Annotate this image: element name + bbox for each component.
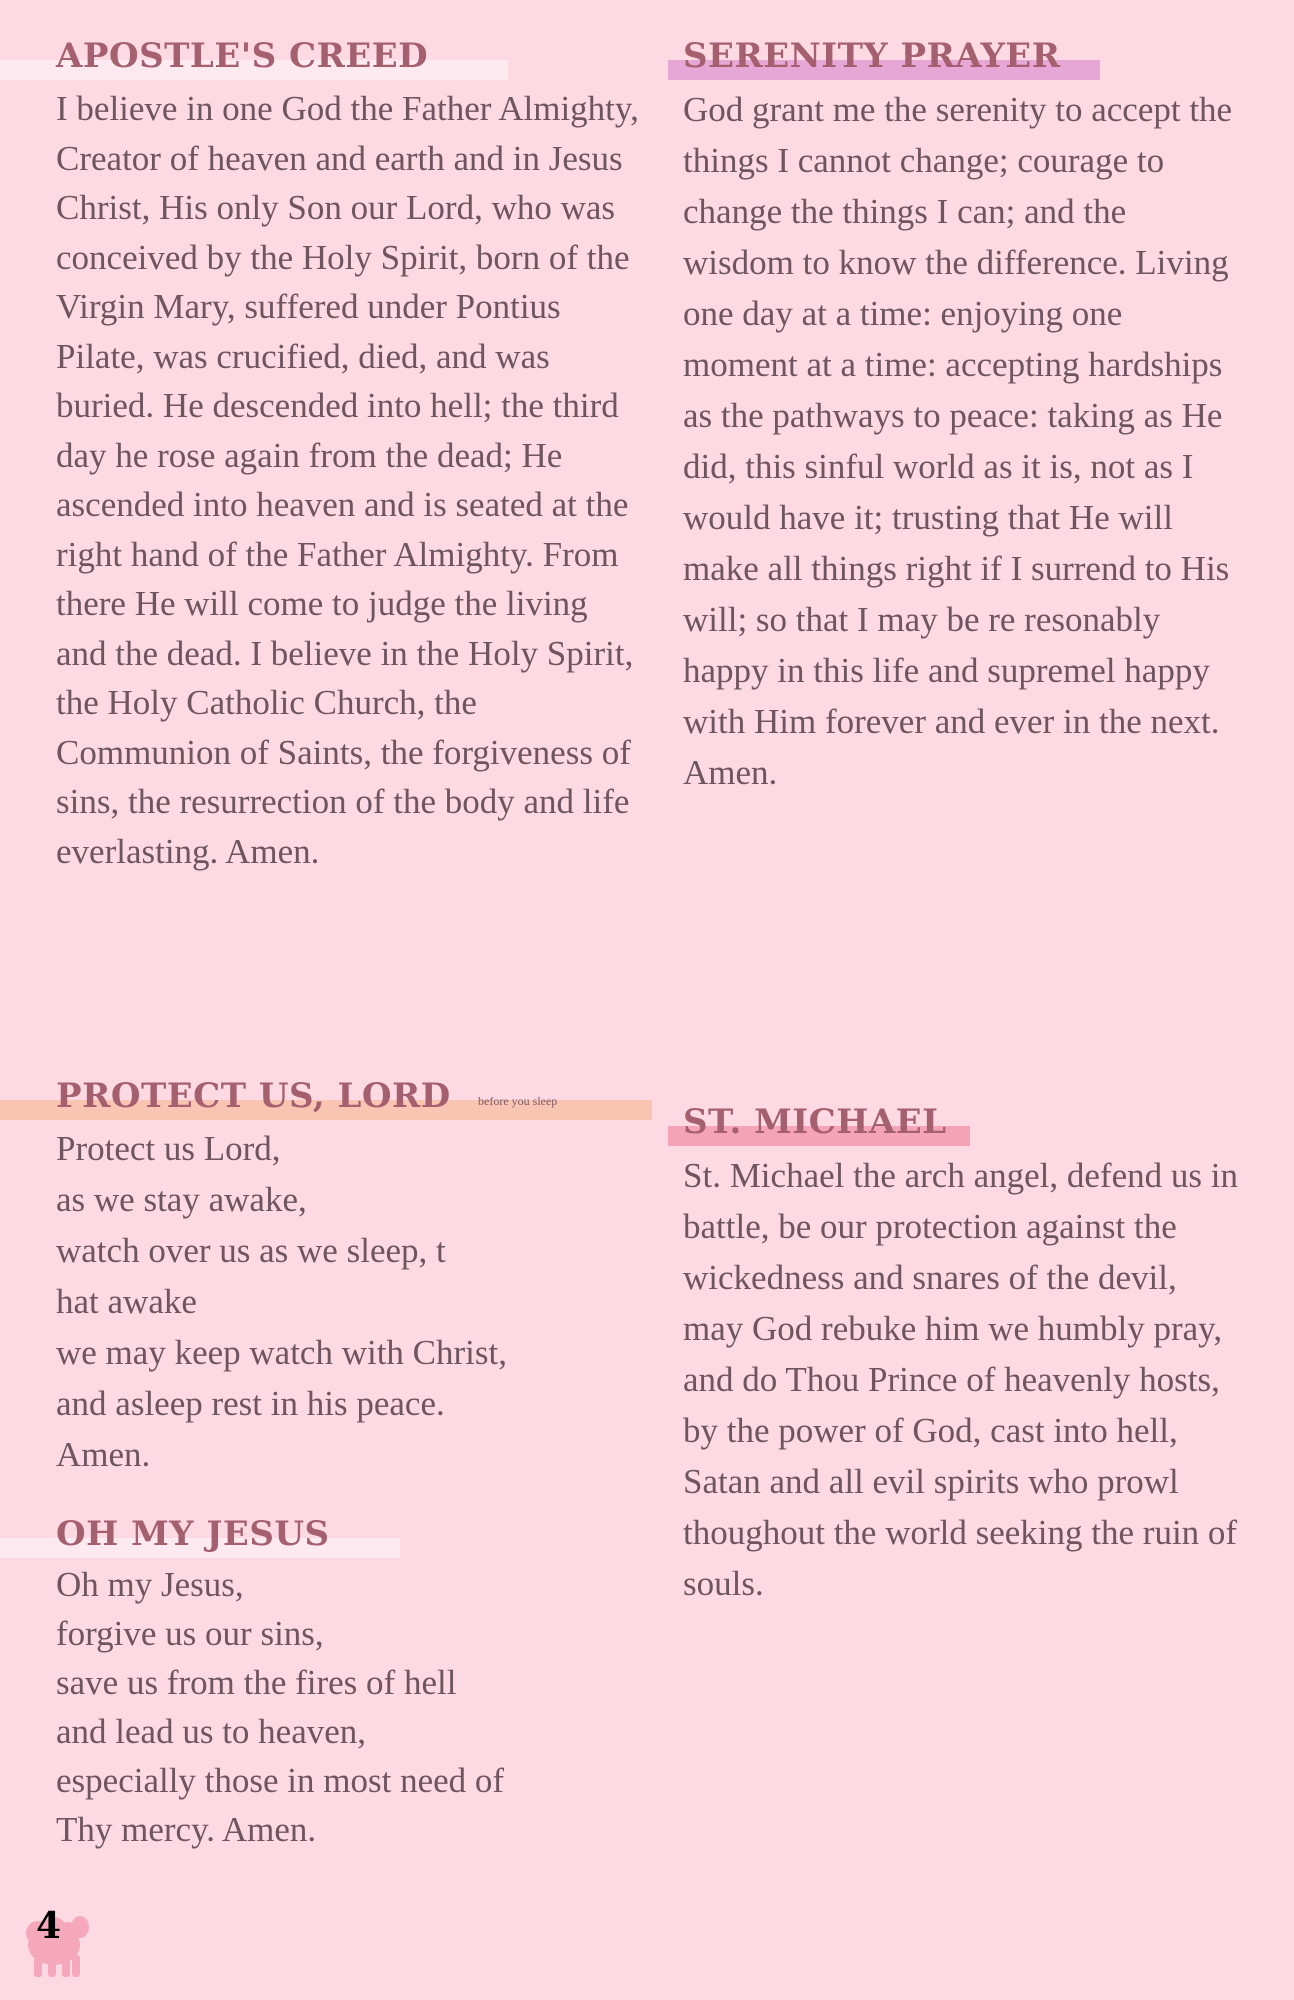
serenity-prayer-section — [683, 34, 1243, 798]
protect-us-title: PROTECT US, LORD — [56, 1076, 451, 1116]
text-line: Amen. — [56, 1435, 151, 1474]
apostles-creed-title: APOSTLE'S CREED — [56, 36, 429, 76]
serenity-prayer-title: SERENITY PRAYER — [683, 36, 1061, 76]
serenity-prayer-heading — [683, 34, 1243, 78]
serenity-prayer-text: God grant me the serenity to accept the things I cannot change; courage to change the things I can; and the wisdom to know the difference. Living one day at a time: enjoying one moment at a time: accepting hardships as the pathways to peace: taking as He did, this sinful world as it is, not as I would have it; trusting that He will make all things right if I surrend to His will; so that I may be re resonably happy in this life and supremel happy with Him forever and ever in the next. Amen. — [683, 90, 1233, 792]
oh-my-jesus-text — [56, 1560, 646, 1854]
oh-my-jesus-heading — [56, 1512, 646, 1556]
text-line: and lead us to heaven, — [56, 1712, 367, 1751]
text-line: hat awake — [56, 1282, 197, 1321]
protect-us-note: before you sleep — [478, 1094, 558, 1108]
apostles-creed-heading — [56, 34, 646, 78]
text-line: watch over us as we sleep, t — [56, 1231, 446, 1270]
text-line: Protect us Lord, — [56, 1129, 281, 1168]
text-line: Oh my Jesus, — [56, 1565, 244, 1604]
protect-us-text — [56, 1123, 646, 1480]
protect-us-heading — [56, 1074, 646, 1118]
oh-my-jesus-section — [56, 1512, 646, 1854]
text-line: especially those in most need of — [56, 1761, 505, 1800]
text-line: Thy mercy. Amen. — [56, 1810, 317, 1849]
st-michael-heading — [683, 1100, 1243, 1144]
st-michael-text: St. Michael the arch angel, defend us in battle, be our protection against the wickedness and snares of the devil, may God rebuke him we humbly pray, and do Thou Prince of heavenly hosts, by the power of God, cast into hell, Satan and all evil spirits who prowl thoughout the world seeking the ruin of souls. — [683, 1156, 1238, 1603]
text-line: forgive us our sins, — [56, 1614, 324, 1653]
apostles-creed-text: I believe in one God the Father Almighty, Creator of heaven and earth and in Jesus Christ, His only Son our Lord, who was conceived by the Holy Spirit, born of the Virgin Mary, suffered under Pontius Pilate, was crucified, died, and was buried. He descended into hell; the third day he rose again from the dead; He ascended into heaven and is seated at the right hand of the Father Almighty. From there He will come to judge the living and the dead. I believe in the Holy Spirit, the Holy Catholic Church, the Communion of Saints, the forgiveness of sins, the resurrection of the body and life everlasting. Amen. — [56, 89, 639, 871]
text-line: as we stay awake, — [56, 1180, 307, 1219]
st-michael-title: ST. MICHAEL — [683, 1102, 947, 1142]
apostles-creed-section — [56, 34, 646, 876]
text-line: save us from the fires of hell — [56, 1663, 457, 1702]
page-number: 4 — [36, 1905, 62, 1947]
protect-us-section — [56, 1074, 646, 1480]
oh-my-jesus-title: OH MY JESUS — [56, 1514, 330, 1554]
st-michael-section — [683, 1100, 1243, 1609]
text-line: we may keep watch with Christ, — [56, 1333, 508, 1372]
text-line: and asleep rest in his peace. — [56, 1384, 445, 1423]
